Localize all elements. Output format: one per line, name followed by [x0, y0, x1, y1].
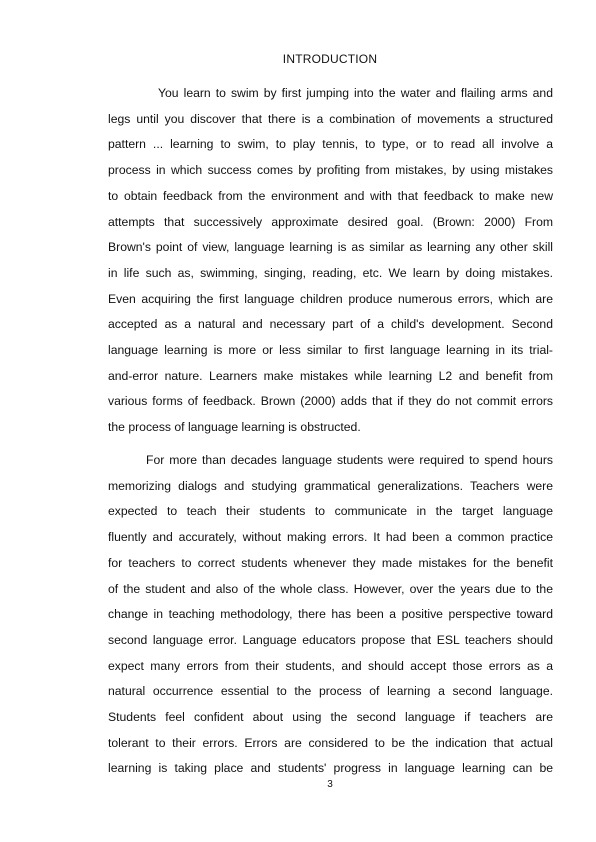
section-heading: INTRODUCTION	[282, 52, 378, 66]
paragraph-line: natural occurrence essential to the process of learning a second language.	[108, 684, 553, 699]
paragraph-line: for teachers to correct students whenever they made mistakes for the benefit	[108, 555, 553, 570]
paragraph-line: accepted as a natural and necessary part of a child's development. Second	[108, 317, 553, 332]
paragraph-2	[108, 448, 553, 782]
paragraph-line: learning is taking place and students' progress in language learning can be	[108, 761, 553, 776]
page-number: 3	[327, 779, 333, 790]
paragraph-line: legs until you discover that there is a combination of movements a structured	[108, 111, 553, 126]
paragraph-line: expected to teach their students to communicate in the target language	[108, 504, 553, 519]
paragraph-line: Students feel confident about using the second language if teachers are	[108, 710, 553, 725]
paragraph-line: the process of language learning is obstructed.	[108, 420, 361, 435]
paragraph-line: memorizing dialogs and studying grammatical generalizations. Teachers were	[108, 478, 553, 493]
paragraph-line: second language error. Language educators propose that ESL teachers should	[108, 632, 553, 647]
paragraph-line: to obtain feedback from the environment and with that feedback to make new	[108, 188, 553, 203]
paragraph-line: various forms of feedback. Brown (2000) adds that if they do not commit errors	[108, 394, 553, 409]
paragraph-line: Brown's point of view, language learning is as similar as learning any other skill	[108, 240, 553, 255]
paragraph-line: fluently and accurately, without making errors. It had been a common practice	[108, 530, 553, 545]
paragraph-line: language learning is more or less similar to first language learning in its trial-	[108, 343, 553, 358]
paragraph-line: of the student and also of the whole class. However, over the years due to the	[108, 581, 553, 596]
paragraph-line: You learn to swim by first jumping into the water and flailing arms and	[158, 86, 553, 100]
paragraph-line: tolerant to their errors. Errors are considered to be the indication that actual	[108, 735, 553, 750]
paragraph-line: and-error nature. Learners make mistakes while learning L2 and benefit from	[108, 368, 553, 383]
paragraph-1	[108, 81, 553, 441]
paragraph-line: For more than decades language students were required to spend hours	[146, 453, 553, 467]
paragraph-line: Even acquiring the first language children produce numerous errors, which are	[108, 291, 553, 306]
paragraph-line: change in teaching methodology, there has been a positive perspective toward	[108, 607, 553, 622]
paragraph-line: in life such as, swimming, singing, reading, etc. We learn by doing mistakes.	[108, 265, 553, 280]
paragraph-line: pattern ... learning to swim, to play tennis, to type, or to read all involve a	[108, 137, 553, 152]
paragraph-line: attempts that successively approximate desired goal. (Brown: 2000) From	[108, 214, 553, 229]
paragraph-line: process in which success comes by profiting from mistakes, by using mistakes	[108, 163, 553, 178]
paragraph-line: expect many errors from their students, and should accept those errors as a	[108, 658, 553, 673]
